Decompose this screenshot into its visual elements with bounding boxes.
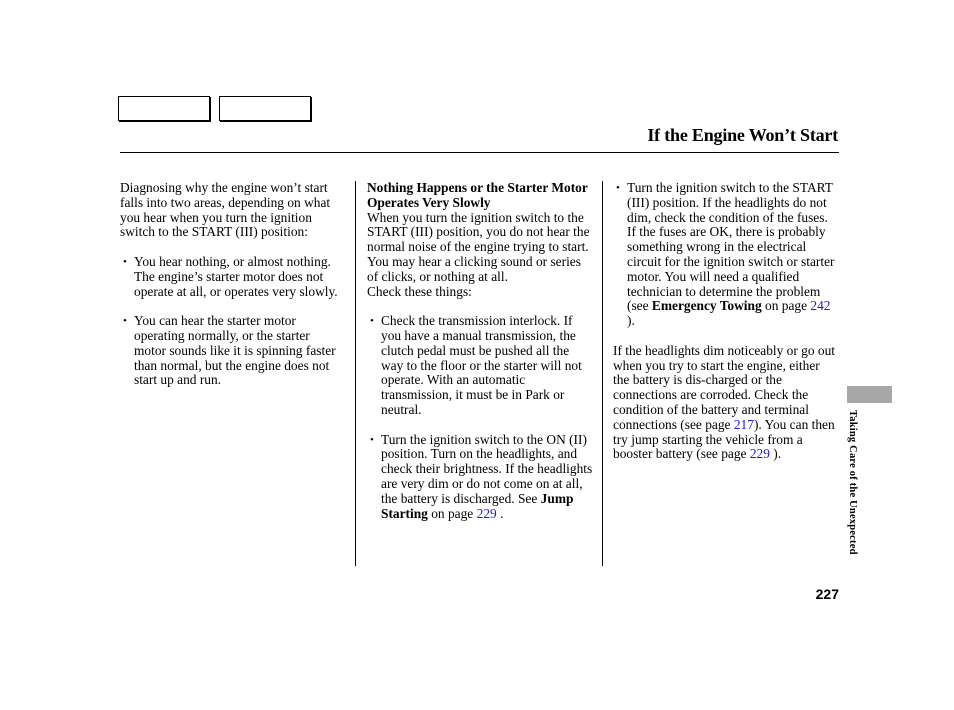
bullet-icon: • — [370, 433, 374, 446]
ref-end: ). — [627, 313, 635, 329]
column-3 — [613, 181, 839, 462]
page-title: If the Engine Won’t Start — [647, 125, 838, 145]
intro-paragraph: Diagnosing why the engine won’t start falls into two areas, depending on what you hear when you turn the ignition switch to the START (III) position: — [120, 180, 331, 240]
bullet-text: You can hear the starter motor operating normally, or the starter motor sounds like it is spinning faster than normal, but the engine does not start up and run. — [134, 313, 336, 388]
column-1 — [120, 181, 344, 388]
bullet-text: Check the transmission interlock. If you have a manual transmission, the clutch pedal must be pushed all the way to the floor or the starter will not operate. With an automatic transmission, it must be in Park or neutral. — [381, 313, 582, 417]
column-2 — [367, 181, 593, 521]
section-tab[interactable] — [847, 386, 892, 403]
section-label-text: Taking Care of the Unexpected — [847, 410, 858, 555]
page-link-242[interactable]: 242 — [810, 298, 831, 314]
battery-paragraph — [613, 344, 839, 462]
nav-button-1[interactable] — [118, 96, 210, 121]
bullet-item — [613, 181, 839, 329]
bullet-icon: • — [616, 182, 620, 194]
section-intro: When you turn the ignition switch to the START (III) position, you do not hear the normal noise of the engine trying to start. You may hear a clicking sound or series of clicks, or nothing at all. — [367, 209, 590, 284]
ref-text: on page — [431, 505, 474, 521]
page-link-217[interactable]: 217 — [733, 416, 754, 432]
bullet-icon: • — [123, 255, 127, 268]
title-rule — [120, 152, 839, 153]
bullet-icon: • — [370, 315, 374, 328]
emergency-towing-ref: Emergency Towing — [651, 298, 762, 314]
column-divider-1 — [355, 181, 356, 566]
ref-end: . — [500, 505, 504, 521]
jump-starting-ref: Jump Starting — [381, 490, 574, 521]
bullet-text: Turn the ignition switch to the START (III) position. If the headlights do not dim, check the condition of the fuses. If the fuses are OK, there is probably something wrong in the electrical circuit for the ignition switch or starter motor. You will need a qualified technician to determine the problem (see — [627, 180, 835, 314]
para-end: ). — [773, 446, 782, 462]
section-label — [846, 410, 866, 578]
page-link-229[interactable]: 229 — [476, 505, 497, 521]
para-text-b: ). You can then try jump starting the vehicle from a booster battery (see page — [613, 416, 835, 462]
bullet-item — [120, 255, 344, 299]
bullet-text: You hear nothing, or almost nothing. The engine’s starter motor does not operate at all, or operates very slowly. — [134, 253, 338, 299]
section-heading: Nothing Happens or the Starter Motor Operates Very Slowly — [367, 180, 588, 210]
para-text-a: If the headlights dim noticeably or go out when you try to start the engine, either the battery is dis-charged or the connections are corroded. Check the condition of the battery and terminal connections (see page — [613, 342, 836, 432]
page-number: 227 — [815, 586, 839, 602]
bullet-item — [367, 314, 593, 418]
bullet-text: Turn the ignition switch to the ON (II) position. Turn on the headlights, and check their brightness. If the headlights are very dim or do not come on at all, the battery is discharged. See — [381, 431, 593, 506]
page-link-229[interactable]: 229 — [749, 446, 770, 462]
ref-text: on page — [765, 298, 808, 314]
nav-button-2[interactable] — [219, 96, 311, 121]
bullet-item — [367, 433, 593, 522]
bullet-item — [120, 314, 344, 388]
bullet-icon: • — [123, 315, 127, 328]
column-divider-2 — [602, 181, 603, 566]
check-label: Check these things: — [367, 283, 472, 299]
